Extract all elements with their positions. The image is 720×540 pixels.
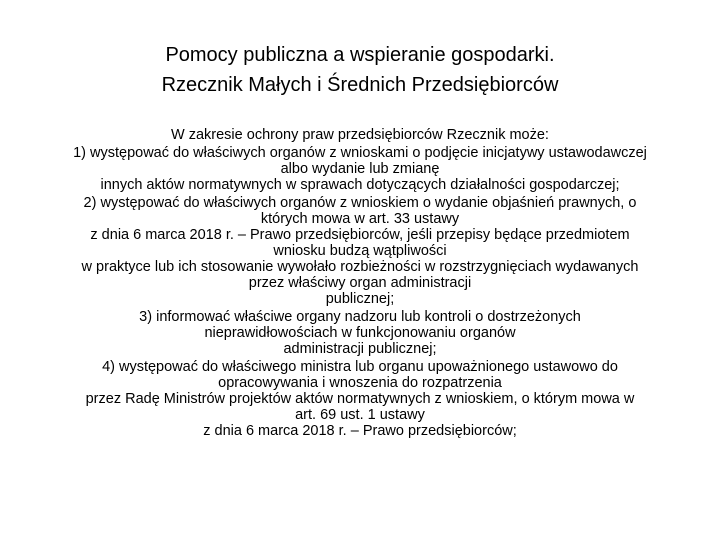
point-2-line: przez właściwy organ administracji [248,275,472,291]
point-4-line: art. 69 ust. 1 ustawy [295,407,425,423]
point-3-line: 3) informować właściwe organy nadzoru lub kontroli o dostrzeżonych [139,309,581,325]
point-1-line: albo wydanie lub zmianę [280,161,440,177]
title-line: Rzecznik Małych i Średnich Przedsiębiorców [161,74,559,96]
point-4-line: przez Radę Ministrów projektów aktów normatywnych z wnioskiem, o którym mowa w [85,391,635,407]
point-2-line: z dnia 6 marca 2018 r. – Prawo przedsiębiorców, jeśli przepisy będące przedmiotem [90,227,630,243]
point-1-line: innych aktów normatywnych w sprawach dotyczących działalności gospodarczej; [100,177,620,193]
point-3-line: administracji publicznej; [283,341,437,357]
point-3-line: nieprawidłowościach w funkcjonowaniu organów [204,325,516,341]
point-1-line: 1) występować do właściwych organów z wnioskami o podjęcie inicjatywy ustawodawczej [73,145,647,161]
point-4-line: opracowywania i wnoszenia do rozpatrzenia [218,375,502,391]
point-2-line: 2) występować do właściwych organów z wnioskiem o wydanie objaśnień prawnych, o [83,195,637,211]
slide-title [0,40,720,100]
intro-line: W zakresie ochrony praw przedsiębiorców Rzecznik może: [171,127,549,143]
point-2-line: wniosku budzą wątpliwości [273,243,447,259]
title-line: Pomocy publiczna a wspieranie gospodarki. [165,44,555,66]
point-2-line: których mowa w art. 33 ustawy [260,211,460,227]
point-4-line: z dnia 6 marca 2018 r. – Prawo przedsiębiorców; [203,423,517,439]
point-4-line: 4) występować do właściwego ministra lub organu upoważnionego ustawowo do [102,359,618,375]
point-2-line: w praktyce lub ich stosowanie wywołało rozbieżności w rozstrzygnięciach wydawanych [81,259,639,275]
point-2-line: publicznej; [325,291,395,307]
slide-body [40,126,680,440]
